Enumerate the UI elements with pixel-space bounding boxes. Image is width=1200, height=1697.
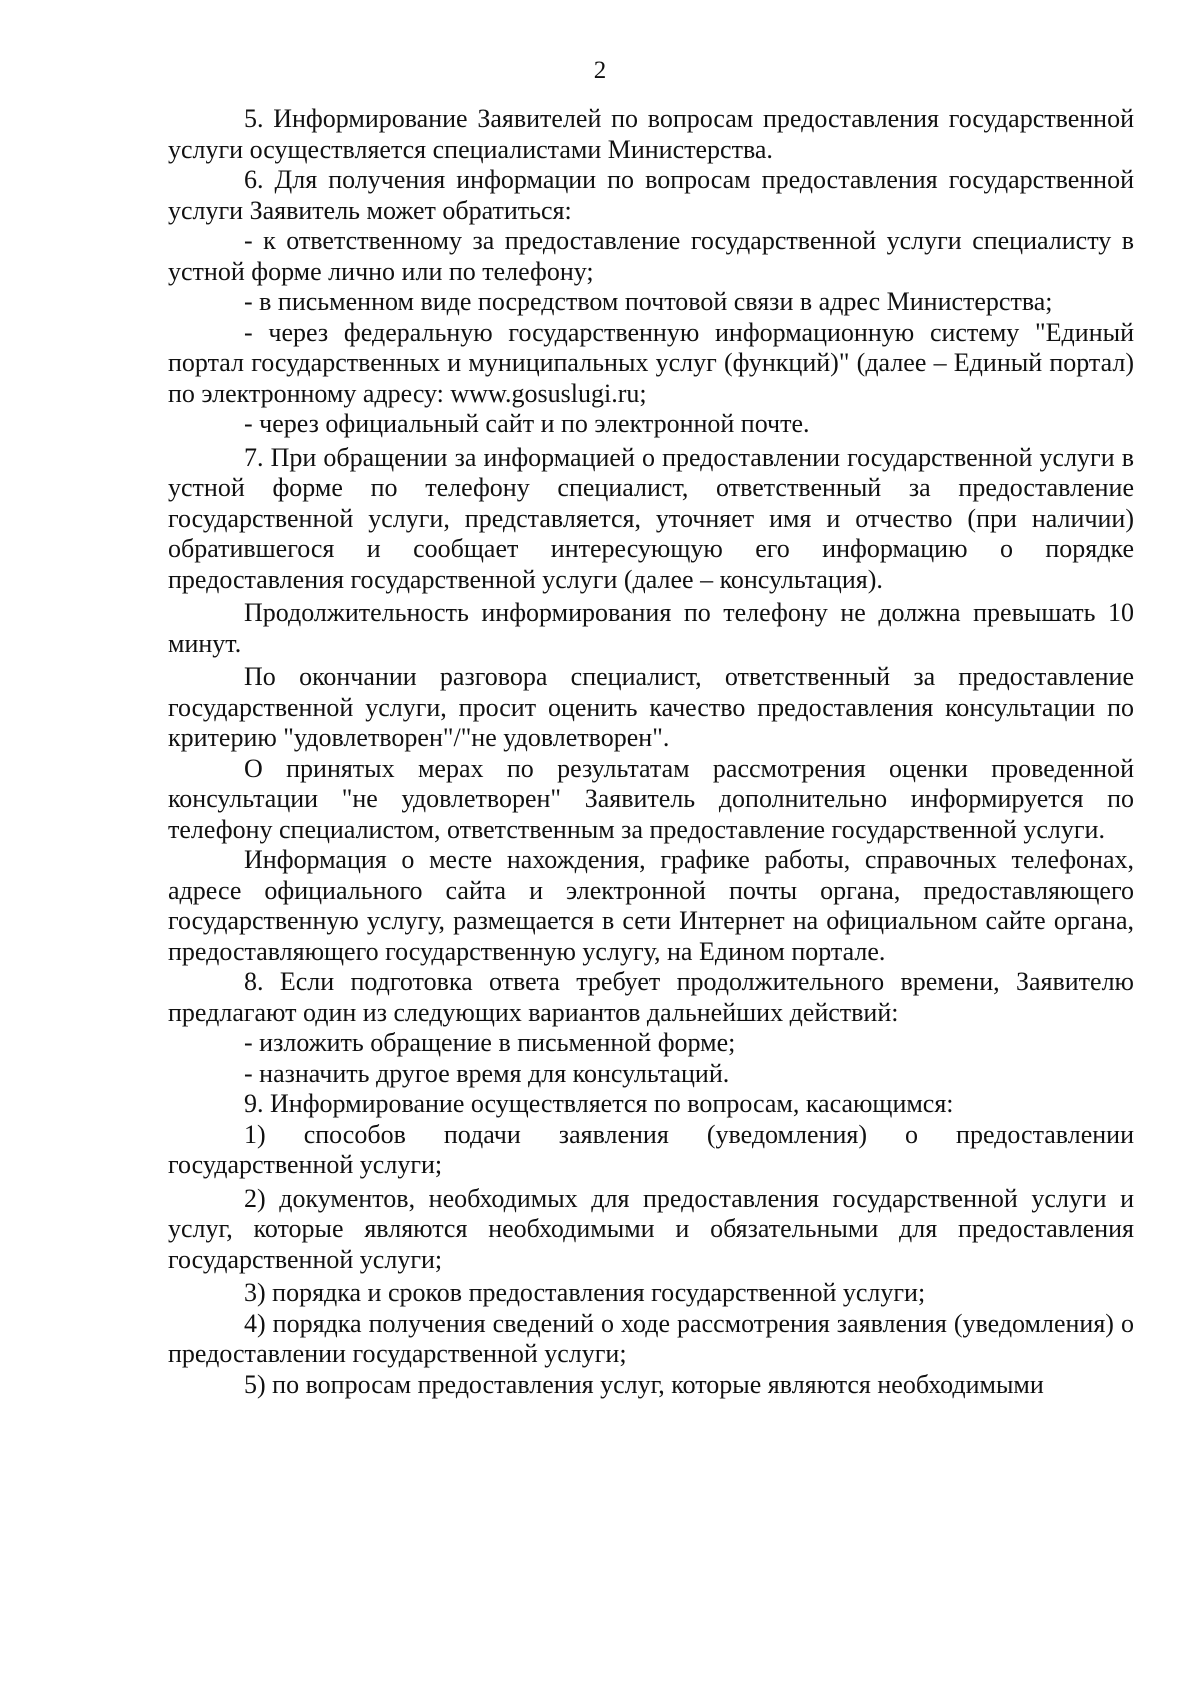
paragraph-duration: Продолжительность информирования по телефону не должна превышать 10 минут. [168, 598, 1134, 658]
paragraph-topic-4: 4) порядка получения сведений о ходе рассмотрения заявления (уведомления) о предоставлении государственной услуги; [168, 1308, 1134, 1368]
paragraph-measures: О принятых мерах по результатам рассмотрения оценки проведенной консультации "не удовлетворен" Заявитель дополнительно информируется по телефону специалистом, ответственным за предоставление государственной услуги. [168, 753, 1134, 844]
paragraph-item-5: 5. Информирование Заявителей по вопросам предоставления государственной услуги осуществляется специалистами Министерства. [168, 104, 1134, 164]
paragraph-contact-portal: - через федеральную государственную информационную систему "Единый портал государственных и муниципальных услуг (функций)" (далее – Единый портал) по электронному адресу: www.gosuslugi.ru; [168, 317, 1134, 408]
paragraph-topic-1: 1) способов подачи заявления (уведомления) о предоставлении государственной услуги; [168, 1119, 1134, 1179]
paragraph-contact-mail: - в письменном виде посредством почтовой связи в адрес Министерства; [244, 287, 1053, 316]
paragraph-contact-specialist: - к ответственному за предоставление государственной услуги специалисту в устной форме лично или по телефону; [168, 226, 1134, 286]
paragraph-contact-site-email: - через официальный сайт и по электронной почте. [244, 409, 810, 438]
paragraph-office-info: Информация о месте нахождения, графике работы, справочных телефонах, адресе официального сайта и электронной почты органа, предоставляющего государственную услугу, размещается в сети Интернет на официальном сайте органа, предоставляющего государственную услугу, на Едином портале. [168, 845, 1134, 966]
paragraph-item-9: 9. Информирование осуществляется по вопросам, касающимся: [244, 1089, 954, 1118]
paragraph-topic-5: 5) по вопросам предоставления услуг, которые являются необходимыми [244, 1369, 1044, 1399]
paragraph-option-written: - изложить обращение в письменной форме; [244, 1028, 736, 1057]
paragraph-option-reschedule: - назначить другое время для консультаций. [244, 1058, 730, 1088]
document-body [168, 104, 1134, 1400]
page-number: 2 [593, 57, 607, 84]
paragraph-topic-2: 2) документов, необходимых для предоставления государственной услуги и услуг, которые являются необходимыми и обязательными для предоставления государственной услуги; [168, 1183, 1134, 1274]
paragraph-rating: По окончании разговора специалист, ответственный за предоставление государственной услуги, просит оценить качество предоставления консультации по критерию "удовлетворен"/"не удовлетворен". [168, 662, 1134, 752]
paragraph-item-8: 8. Если подготовка ответа требует продолжительного времени, Заявителю предлагают один из следующих вариантов дальнейших действий: [168, 967, 1134, 1027]
paragraph-topic-3: 3) порядка и сроков предоставления государственной услуги; [244, 1278, 926, 1307]
paragraph-item-6: 6. Для получения информации по вопросам предоставления государственной услуги Заявитель может обратиться: [168, 165, 1134, 225]
paragraph-item-7: 7. При обращении за информацией о предоставлении государственной услуги в устной форме по телефону специалист, ответственный за предоставление государственной услуги, представляется, уточняет имя и отчество (при наличии) обратившегося и сообщает интересующую его информацию о порядке предоставления государственной услуги (далее – консультация). [168, 442, 1134, 594]
